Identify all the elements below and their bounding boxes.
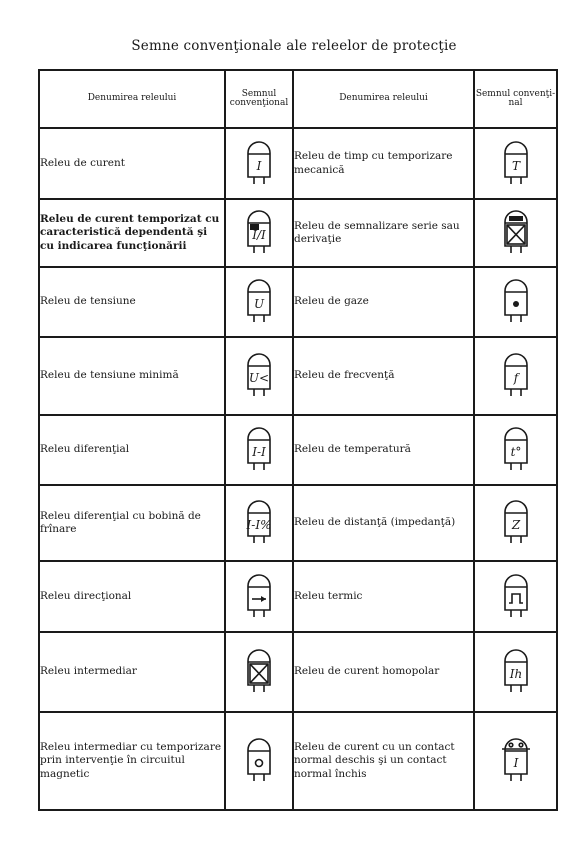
relay-symbol-cell	[225, 199, 293, 267]
relay-name-cell: Releu diferenţial cu bobină de frînare	[39, 485, 225, 561]
relay-symbol-icon	[501, 736, 531, 782]
relay-symbol-icon	[501, 425, 531, 471]
table-row	[39, 485, 557, 561]
relay-symbol-icon	[501, 351, 531, 397]
table-row	[39, 561, 557, 632]
relay-symbol-svg	[244, 351, 274, 397]
relay-symbol-label: Z	[511, 518, 520, 532]
relay-symbol-svg	[501, 139, 531, 185]
relay-symbol-svg	[244, 647, 274, 693]
relay-symbol-icon	[244, 736, 274, 782]
relay-name-cell: Releu de curent	[39, 128, 225, 199]
table-row	[39, 712, 557, 810]
relay-symbol-cell	[225, 561, 293, 632]
relay-symbol-label: I/I	[252, 228, 266, 242]
relay-symbol-label: I	[513, 756, 518, 770]
relay-symbols-table	[38, 69, 558, 811]
relay-symbol-cell	[225, 337, 293, 415]
relay-symbol-label: I-I	[252, 445, 266, 459]
relay-name-cell: Releu de curent temporizat cu caracteristică dependentă şi cu indicarea funcţionării	[39, 199, 225, 267]
relay-symbol-svg	[244, 208, 274, 254]
relay-symbol-cell	[474, 485, 557, 561]
relay-symbol-icon	[501, 208, 531, 254]
relay-symbol-label: T	[511, 158, 520, 173]
relay-symbol-cell	[474, 337, 557, 415]
relay-name-cell: Releu direcţional	[39, 561, 225, 632]
relay-symbol-icon	[501, 572, 531, 618]
header-relay-name-right: Denumirea releului	[293, 70, 474, 128]
relay-symbol-label: I	[256, 158, 262, 173]
relay-symbol-icon	[244, 425, 274, 471]
header-symbol-right: Semnul convenţi-nal	[474, 70, 557, 128]
relay-symbol-svg	[244, 736, 274, 782]
relay-symbol-svg	[501, 647, 531, 693]
relay-symbol-label: t°	[510, 445, 521, 459]
relay-symbol-cell	[225, 485, 293, 561]
table-body	[39, 128, 557, 810]
relay-symbol-icon	[501, 498, 531, 544]
table-row	[39, 199, 557, 267]
relay-symbol-icon	[244, 351, 274, 397]
relay-symbol-svg	[501, 498, 531, 544]
relay-symbol-cell	[225, 712, 293, 810]
relay-symbol-cell	[474, 267, 557, 337]
relay-symbol-icon	[244, 498, 274, 544]
relay-symbol-label: f	[513, 371, 518, 385]
page-title: Semne convenţionale ale releelor de protecţie	[131, 38, 457, 54]
relay-name-cell: Releu de tensiune minimă	[39, 337, 225, 415]
relay-symbol-label: U<	[248, 371, 270, 385]
relay-name-cell: Releu diferenţial	[39, 415, 225, 485]
relay-symbol-svg	[501, 572, 531, 618]
relay-symbol-svg	[244, 139, 274, 185]
relay-symbol-svg	[501, 425, 531, 471]
relay-name-cell: Releu de distanţă (impedanţă)	[293, 485, 474, 561]
relay-symbol-svg	[501, 351, 531, 397]
table-row	[39, 337, 557, 415]
header-relay-name-left: Denumirea releului	[39, 70, 225, 128]
relay-symbol-cell	[225, 632, 293, 712]
relay-symbol-cell	[225, 415, 293, 485]
relay-symbol-cell	[225, 267, 293, 337]
relay-symbol-svg	[244, 277, 274, 323]
relay-name-cell: Releu de frecvenţă	[293, 337, 474, 415]
relay-name-cell: Releu de gaze	[293, 267, 474, 337]
relay-symbol-icon	[244, 208, 274, 254]
relay-symbol-icon	[244, 572, 274, 618]
relay-symbol-cell	[474, 128, 557, 199]
relay-symbol-svg	[501, 736, 531, 782]
table-row	[39, 128, 557, 199]
relay-name-cell: Releu termic	[293, 561, 474, 632]
table-header-row	[39, 70, 557, 128]
relay-symbol-cell	[474, 712, 557, 810]
header-symbol-left: Semnul convenţional	[225, 70, 293, 128]
table-row	[39, 267, 557, 337]
relay-symbol-cell	[474, 632, 557, 712]
relay-symbol-svg	[244, 425, 274, 471]
relay-symbol-icon	[244, 277, 274, 323]
relay-symbol-cell	[474, 199, 557, 267]
relay-symbol-icon	[244, 139, 274, 185]
relay-name-cell: Releu de curent cu un contact normal deschis şi un contact normal închis	[293, 712, 474, 810]
relay-symbol-svg	[501, 277, 531, 323]
table-row	[39, 415, 557, 485]
relay-symbol-icon	[501, 277, 531, 323]
relay-name-cell: Releu de temperatură	[293, 415, 474, 485]
relay-symbol-label: Ih	[509, 667, 522, 681]
relay-symbol-label: I-I%	[246, 518, 272, 532]
relay-symbol-icon	[244, 647, 274, 693]
relay-symbol-cell	[474, 415, 557, 485]
relay-name-cell: Releu intermediar cu temporizare prin intervenţie în circuitul magnetic	[39, 712, 225, 810]
relay-name-cell: Releu de semnalizare serie sau derivaţie	[293, 199, 474, 267]
relay-symbol-svg	[244, 498, 274, 544]
relay-symbol-cell	[225, 128, 293, 199]
relay-name-cell: Releu de tensiune	[39, 267, 225, 337]
relay-symbol-svg	[244, 572, 274, 618]
relay-symbol-cell	[474, 561, 557, 632]
relay-symbol-svg	[501, 208, 531, 254]
table-row	[39, 632, 557, 712]
relay-name-cell: Releu de curent homopolar	[293, 632, 474, 712]
relay-name-cell: Releu de timp cu temporizare mecanică	[293, 128, 474, 199]
relay-name-cell: Releu intermediar	[39, 632, 225, 712]
relay-symbol-icon	[501, 647, 531, 693]
relay-symbol-icon	[501, 139, 531, 185]
relay-symbol-label: U	[253, 297, 265, 311]
